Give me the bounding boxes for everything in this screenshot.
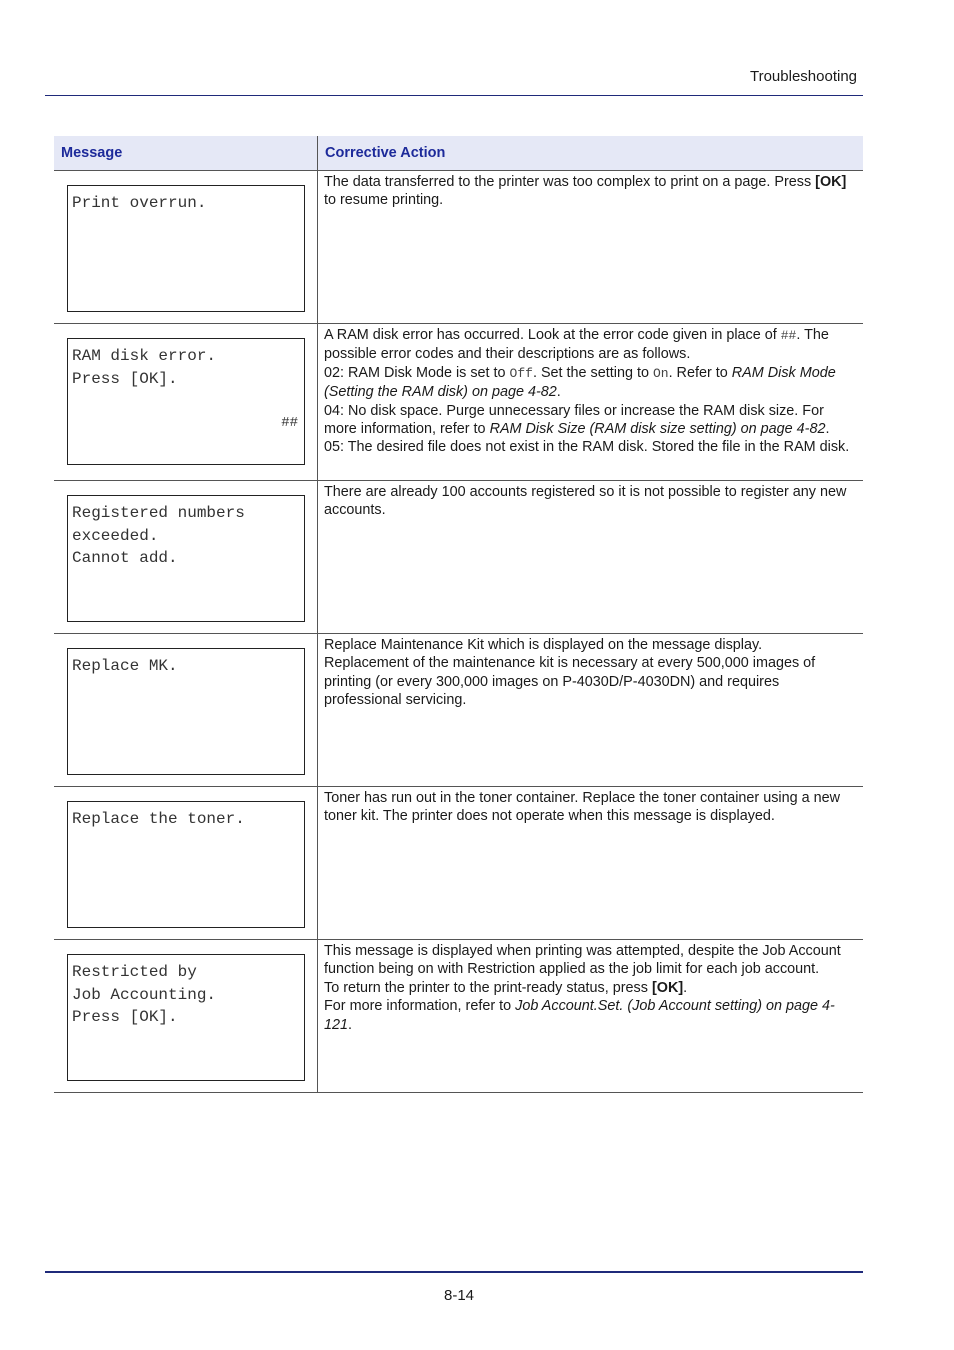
action-cell [318, 634, 863, 786]
lcd-text: RAM disk error. Press [OK]. [72, 347, 217, 388]
action-text: . [556, 384, 561, 401]
message-cell [54, 171, 318, 323]
footer-rule [45, 1271, 863, 1273]
action-text: . [348, 1016, 353, 1033]
action-text: A RAM disk error has occurred. Look at the error code given in place of [324, 327, 781, 343]
header-rule [45, 95, 863, 96]
action-paragraph [324, 402, 857, 439]
message-cell [54, 787, 318, 939]
table-row [54, 481, 863, 634]
error-code-placeholder: ## [780, 328, 797, 343]
column-header-message: Message [54, 136, 318, 170]
action-paragraph [324, 364, 857, 402]
action-paragraph: 05: The desired file does not exist in the RAM disk. Stored the file in the RAM disk. [324, 439, 850, 456]
action-cell [318, 787, 863, 939]
lcd-display: Replace the toner. [67, 801, 305, 928]
action-text: 02: RAM Disk Mode is set to [324, 364, 510, 381]
cross-reference: Job Account.Set. (Job Account setting) on page 4-121 [324, 998, 835, 1033]
page-number: 8-14 [443, 1287, 475, 1304]
lcd-display: Replace MK. [67, 648, 305, 775]
lcd-display: Print overrun. [67, 185, 305, 312]
table-row [54, 787, 863, 940]
lcd-display: Registered numbers exceeded. Cannot add. [67, 495, 305, 622]
setting-value-off: Off [509, 365, 533, 381]
action-paragraph: There are already 100 accounts registered so it is not possible to register any new accounts. [324, 484, 847, 519]
action-text: . [683, 979, 688, 996]
table-row [54, 940, 863, 1093]
action-paragraph [324, 173, 857, 210]
action-text: The data transferred to the printer was too complex to print on a page. Press [324, 174, 816, 190]
action-text: . Set the setting to [532, 364, 653, 381]
action-paragraph [324, 979, 857, 997]
lcd-error-code: ## [281, 415, 298, 431]
setting-value-on: On [652, 365, 669, 381]
message-cell [54, 634, 318, 786]
action-text: . Refer to [668, 364, 732, 381]
action-paragraph [324, 326, 857, 364]
lcd-display: Restricted by Job Accounting. Press [OK]. [67, 954, 305, 1081]
message-table [54, 136, 863, 1093]
action-text: For more information, refer to [324, 998, 516, 1015]
cross-reference: RAM Disk Size (RAM disk size setting) on page 4-82 [489, 421, 826, 438]
message-cell [54, 940, 318, 1092]
action-cell [318, 481, 863, 633]
table-row [54, 634, 863, 787]
action-paragraph: Replace Maintenance Kit which is displayed on the message display. [324, 637, 763, 653]
action-text: to resume printing. [324, 192, 444, 209]
action-text: To return the printer to the print-ready status, press [324, 979, 652, 996]
action-cell [318, 940, 863, 1092]
ok-key-label: [OK] [815, 174, 847, 190]
column-header-action: Corrective Action [325, 145, 446, 161]
message-cell [54, 481, 318, 633]
ok-key-label: [OK] [651, 979, 684, 996]
cross-reference: RAM Disk Mode (Setting the RAM disk) on page 4-82 [324, 364, 836, 401]
action-cell [318, 171, 863, 323]
action-paragraph: Replacement of the maintenance kit is necessary at every 500,000 images of printing (or every 300,000 images on P-4030D/P-4030DN) and requires professional servicing. [324, 655, 816, 709]
action-text: . [825, 421, 830, 438]
lcd-display [67, 338, 305, 465]
section-title: Troubleshooting [749, 68, 857, 85]
table-row [54, 171, 863, 324]
action-text: . The possible error codes and their descriptions are as follows. [324, 327, 829, 363]
table-header [54, 136, 863, 171]
table-row [54, 324, 863, 481]
action-paragraph [324, 997, 857, 1034]
action-text: 04: No disk space. Purge unnecessary files or increase the RAM disk size. For more information, refer to [324, 402, 824, 438]
action-paragraph: Toner has run out in the toner container. Replace the toner container using a new toner kit. The printer does not operate when this message is displayed. [324, 790, 840, 825]
action-paragraph: This message is displayed when printing was attempted, despite the Job Account function being on with Restriction applied as the job limit for each job account. [324, 943, 841, 978]
action-cell [318, 324, 863, 480]
message-cell [54, 324, 318, 480]
